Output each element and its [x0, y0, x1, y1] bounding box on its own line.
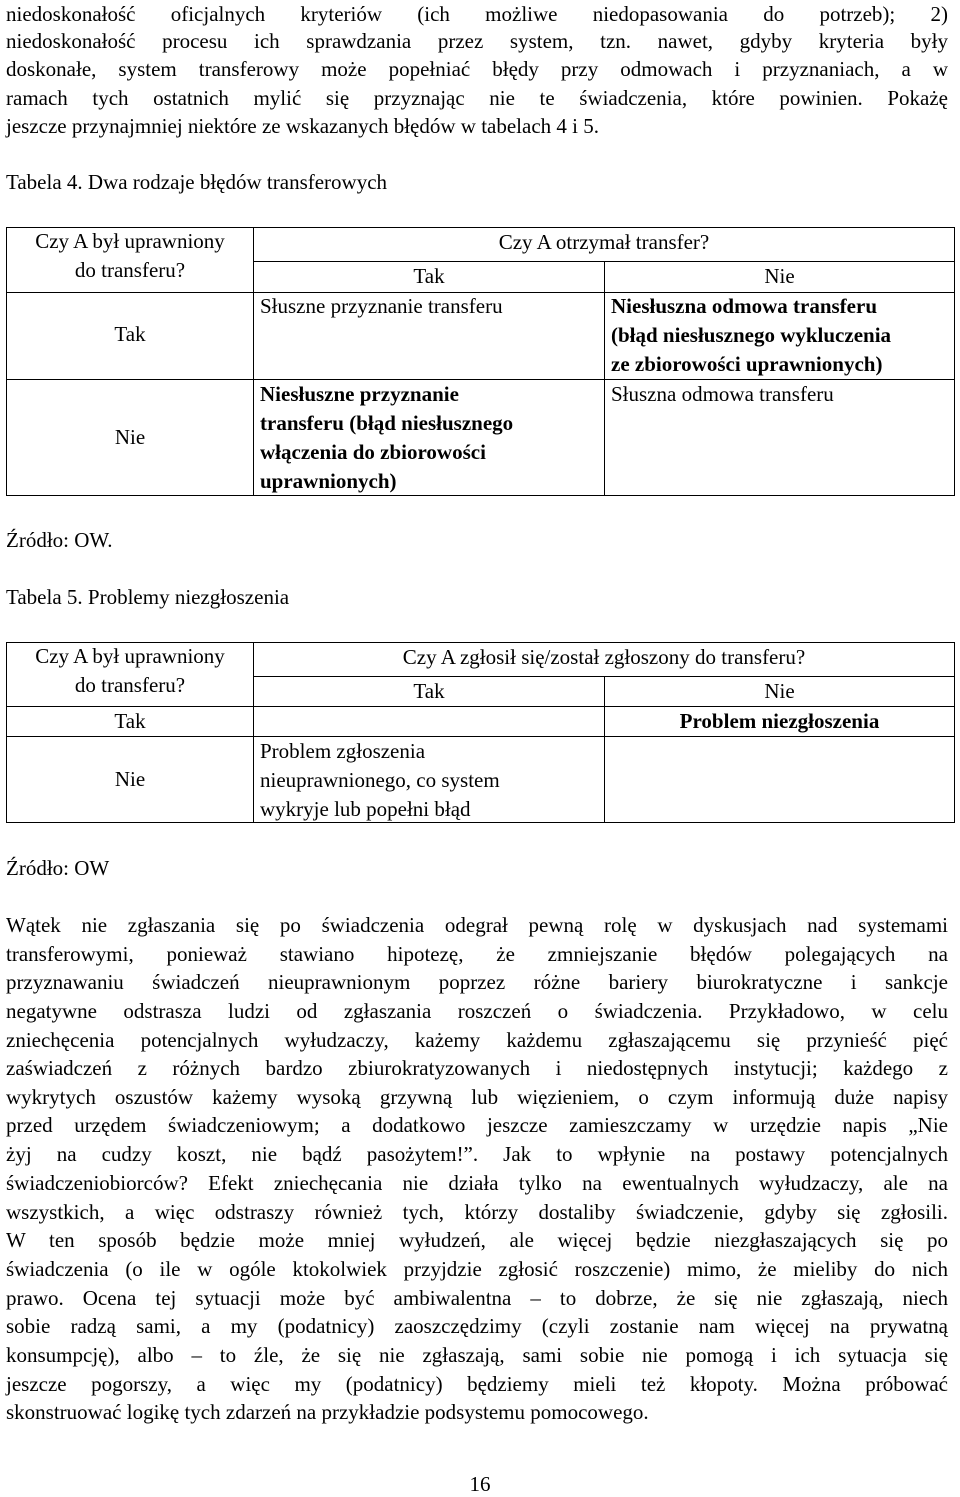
- body-line: świadczeniobiorców? Efekt zniechęcania nie działa tylko na ewentualnych wyłudzaczy, ale na: [6, 1171, 948, 1195]
- table5-row-header: Czy A był uprawniony: [35, 644, 225, 668]
- table4-cell-nie-tak: transferu (błąd niesłusznego: [260, 411, 514, 435]
- table4-border: [954, 227, 955, 496]
- table4-cell-tak-nie: (błąd niesłusznego wykluczenia: [611, 323, 892, 347]
- intro-line: ramach tych ostatnich mylić się przyznając nie te świadczenia, które powinien. Pokażę: [6, 86, 948, 110]
- intro-line: niedoskonałość procesu ich sprawdzania przez system, tzn. nawet, gdyby kryteria były: [6, 29, 948, 53]
- table5-caption: Tabela 5. Problemy niezgłoszenia: [6, 585, 290, 609]
- table4-col-tak: Tak: [413, 264, 445, 288]
- body-line: konsumpcję), albo – to źle, że się nie zgłaszają, sami sobie nie pomogą i ich sytuacja się: [6, 1343, 948, 1367]
- table4-source: Źródło: OW.: [6, 528, 113, 552]
- table4-col-header: Czy A otrzymał transfer?: [498, 230, 710, 254]
- table5-row-header: do transferu?: [74, 673, 186, 697]
- body-line: prawo. Ocena tej sytuacji może być ambiwalentna – to dobrze, że się nie zgłaszają, niech: [6, 1286, 948, 1310]
- body-line: zniechęcenia potencjalnych wyłudzaczy, każemy każdemu zgłaszającemu się przynieść pięć: [6, 1028, 948, 1052]
- table5-col-nie: Nie: [764, 679, 795, 703]
- table5-source: Źródło: OW: [6, 856, 110, 880]
- body-line: żyj na cudzy koszt, nie bądź pasożytem!”. Jak to wpłynie na postawy potencjalnych: [6, 1142, 948, 1166]
- page-number: 16: [469, 1472, 491, 1496]
- table4-cell-tak-tak: Słuszne przyznanie transferu: [260, 294, 503, 318]
- body-line: przyznawaniu świadczeń nieuprawnionym poprzez różne bariery biurokratyczne i sankcje: [6, 970, 948, 994]
- table4-row-tak: Tak: [114, 322, 146, 346]
- table4-cell-nie-tak: uprawnionych): [260, 469, 397, 493]
- table4-cell-tak-nie: Niesłuszna odmowa transferu: [611, 294, 877, 318]
- intro-line: niedoskonałość oficjalnych kryteriów (ich możliwe niedopasowania do potrzeb); 2): [6, 2, 948, 26]
- body-line: przed urzędem świadczeniowym; a dodatkowo jeszcze zamieszczamy w urzędzie napis „Nie: [6, 1113, 948, 1137]
- body-line: Wątek nie zgłaszania się po świadczenia odegrał pewną rolę w dyskusjach nad systemami: [6, 913, 948, 937]
- table4-row-header: Czy A był uprawniony: [35, 229, 225, 253]
- body-line: negatywne odstrasza ludzi od zgłaszania roszczeń o świadczenia. Przykładowo, w celu: [6, 999, 948, 1023]
- intro-line: jeszcze przynajmniej niektóre ze wskazanych błędów w tabelach 4 i 5.: [6, 114, 599, 138]
- table5-cell-nie-tak: Problem zgłoszenia: [260, 739, 426, 763]
- body-line: W ten sposób będzie może mniej wyłudzeń, ale więcej będzie niezgłaszających się po: [6, 1228, 948, 1252]
- body-line: transferowymi, ponieważ stawiano hipotezę, że zmniejszanie błędów polegających na: [6, 942, 948, 966]
- body-line: wszystkich, a więc odstraszy również tych, którzy dostaliby świadczenie, gdyby się zgłosili.: [6, 1200, 948, 1224]
- body-line: wykrytych oszustów każemy wysoką grzywną lub więzieniem, o czym informują duże napisy: [6, 1085, 948, 1109]
- table4-caption: Tabela 4. Dwa rodzaje błędów transferowych: [6, 170, 388, 194]
- table4-col-nie: Nie: [764, 264, 795, 288]
- body-line: jeszcze pogorszy, a więc my (podatnicy) będziemy mieli też kłopoty. Można próbować: [6, 1372, 948, 1396]
- table5-cell-nie-tak: wykryje lub popełni błąd: [260, 797, 471, 821]
- table4-border: [6, 495, 955, 496]
- table5-col-header: Czy A zgłosił się/został zgłoszony do transferu?: [402, 645, 806, 669]
- table5-row-tak: Tak: [114, 709, 146, 733]
- table5-row-nie: Nie: [114, 767, 146, 791]
- table4-cell-tak-nie: ze zbiorowości uprawnionych): [611, 352, 883, 376]
- table4-cell-nie-tak: Niesłuszne przyznanie: [260, 382, 459, 406]
- table5-cell-nie-tak: nieuprawnionego, co system: [260, 768, 500, 792]
- table5-border: [6, 736, 955, 737]
- table5-cell-tak-nie: Problem niezgłoszenia: [679, 709, 880, 733]
- table4-row-header: do transferu?: [74, 258, 186, 282]
- table5-border: [6, 822, 955, 823]
- body-line: świadczenia (o ile w ogóle ktokolwiek przyjdzie zgłosić roszczenie) mimo, że mieliby do nich: [6, 1257, 948, 1281]
- body-line: zaświadczeń z różnych bardzo zbiurokratyzowanych i niedostępnych instytucji; każdego z: [6, 1056, 948, 1080]
- intro-line: doskonałe, system transferowy może popełniać błędy przy odmowach i przyznaniach, a w: [6, 57, 948, 81]
- table5-border: [954, 642, 955, 823]
- body-line: skonstruować logikę tych zdarzeń na przykładzie podsystemu pomocowego.: [6, 1400, 649, 1424]
- table5-col-tak: Tak: [413, 679, 445, 703]
- body-line: sobie radzą sami, a my (podatnicy) zaoszczędzimy (czyli zostanie nam więcej na prywatną: [6, 1314, 948, 1338]
- table4-row-nie: Nie: [114, 425, 146, 449]
- table4-cell-nie-nie: Słuszna odmowa transferu: [611, 382, 834, 406]
- table4-cell-nie-tak: włączenia do zbiorowości: [260, 440, 486, 464]
